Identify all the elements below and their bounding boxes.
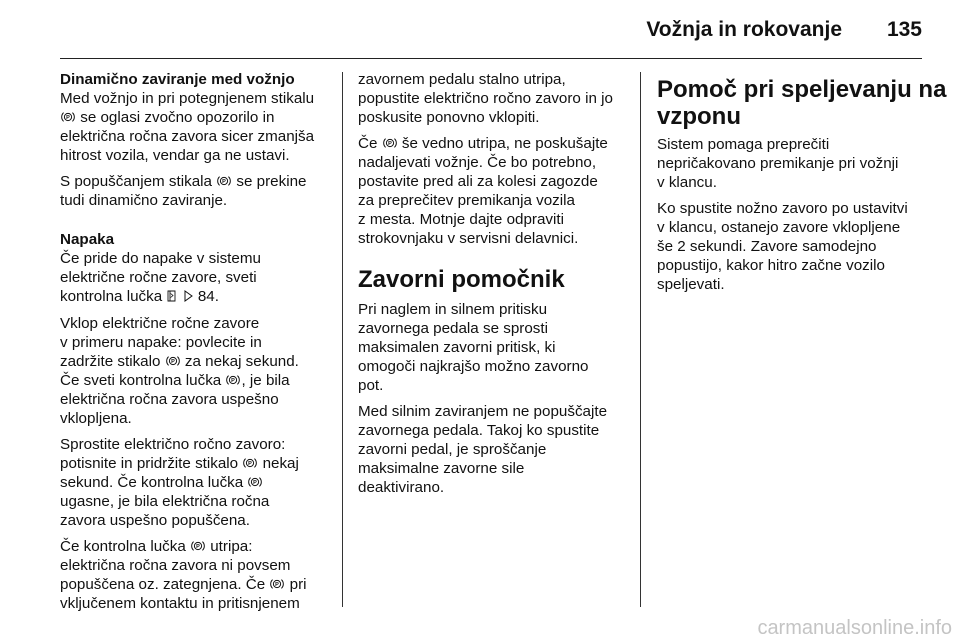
paragraph: Med vožnjo in pri potegnjenem stikalu se oglasi zvočno opozorilo in električna ročna zavora sicer zmanjša hitrost vozila, vendar ga ne ustavi.	[60, 90, 315, 164]
paragraph: Če kontrolna lučka utripa: električna ročna zavora ni povsem popuščena oz. zategnjena. Če pri vključenem kontaktu in pritisnjenem	[60, 538, 307, 612]
column-divider-1	[342, 72, 343, 607]
header-divider	[60, 58, 922, 59]
parking-brake-icon	[248, 476, 262, 488]
column-divider-2	[640, 72, 641, 607]
paragraph: Pri naglem in silnem pritisku zavornega pedala se sprosti maksimalen zavorni pritisk, ki omogoči najkrajšo možno zavorno pot.	[358, 301, 589, 394]
paragraph: Sprostite električno ročno zavoro: potisnite in pridržite stikalo nekaj sekund. Če kontrolna lučka ugasne, je bila električna ročna zavora uspešno popuščena.	[60, 436, 299, 529]
paragraph: Ko spustite nožno zavoro po ustavitvi v klancu, ostanejo zavore vklopljene še 2 sekundi. Zavore samodejno popustijo, kakor hitro začne vozilo speljevati.	[657, 200, 908, 293]
paragraph: Če pride do napake v sistemu električne ročne zavore, sveti kontrolna lučka 84.	[60, 250, 261, 305]
paragraph: Med silnim zaviranjem ne popuščajte zavornega pedala. Takoj ko spustite zavorni pedal, je sproščanje maksimalne zavorne sile deaktivirano.	[358, 403, 608, 496]
column-3	[657, 76, 947, 301]
parking-brake-icon	[166, 355, 180, 367]
parking-brake-icon	[226, 374, 240, 386]
paragraph: Če še vedno utripa, ne poskušajte nadaljevati vožnje. Če bo potrebno, postavite pred ali za kolesi zagozde za preprečitev premikanja vozila z mesta. Motnje dajte odpraviti strokovnjaku v servisni delavnici.	[358, 135, 608, 247]
page-number: 135	[886, 18, 922, 41]
page-reference-arrow-icon	[184, 288, 193, 307]
watermark: carmanualsonline.info	[757, 617, 952, 639]
paragraph: zavornem pedalu stalno utripa, popustite električno ročno zavoro in jo poskusite ponovno vklopiti.	[358, 71, 613, 126]
page-header	[60, 18, 922, 48]
parking-brake-icon	[270, 578, 284, 590]
section-heading-brake-assist: Zavorni pomočnik	[358, 266, 565, 293]
paragraph: Sistem pomaga preprečiti nepričakovano premikanje pri vožnji v klancu.	[657, 136, 899, 191]
section-heading-dynamic-braking: Dinamično zaviranje med vožnjo	[60, 71, 295, 88]
parking-brake-icon	[243, 457, 257, 469]
column-1	[60, 70, 336, 620]
paragraph: Vklop električne ročne zavore v primeru napake: povlecite in zadržite stikalo za nekaj sekund. Če sveti kontrolna lučka , je bila električna ročna zavora uspešno vklopljena.	[60, 315, 299, 427]
column-2	[358, 70, 626, 504]
page-title: Vožnja in rokovanje	[646, 18, 842, 41]
parking-brake-icon	[61, 111, 75, 123]
section-heading-hill-start-assist: Pomoč pri speljevanju na vzponu	[657, 76, 947, 130]
parking-brake-icon	[383, 137, 397, 149]
parking-brake-icon	[217, 175, 231, 187]
paragraph: S popuščanjem stikala se prekine tudi dinamično zaviranje.	[60, 173, 307, 209]
warning-lamp-icon	[167, 290, 177, 302]
section-heading-fault: Napaka	[60, 231, 115, 248]
parking-brake-icon	[191, 540, 205, 552]
